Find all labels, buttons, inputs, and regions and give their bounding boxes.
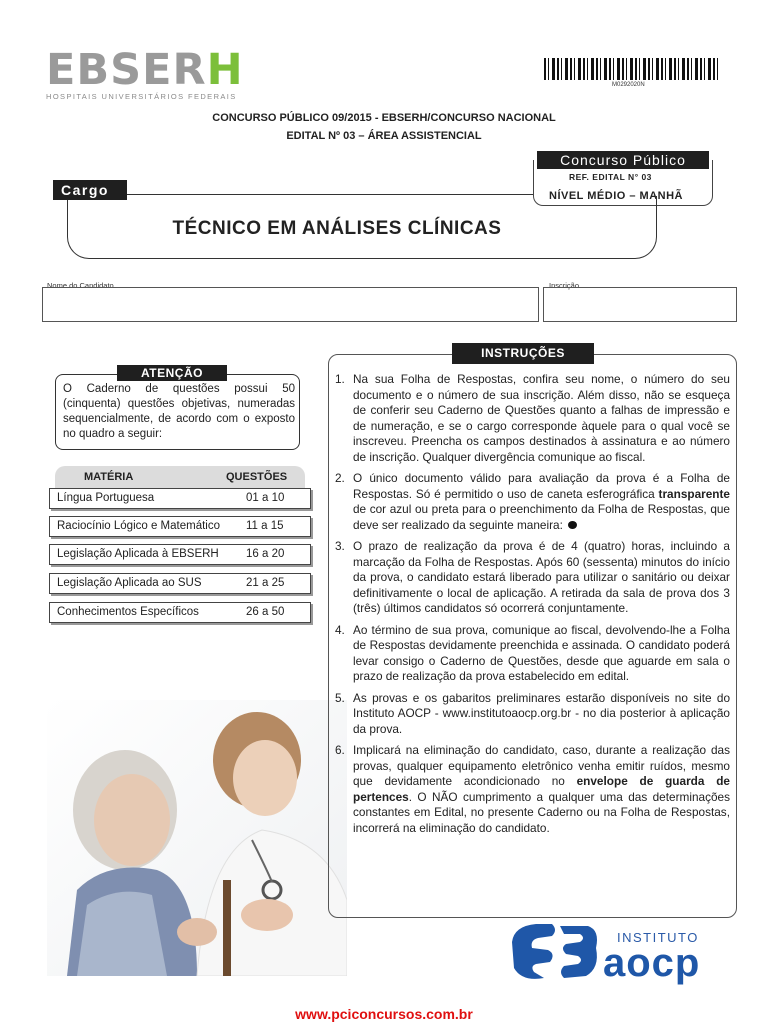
subject-row	[49, 488, 311, 509]
instruction-text: O prazo de realização da prova é de 4 (quatro) horas, incluindo a marcação da Folha de Respostas. Após 60 (sessenta) minutos do início da prova, o candidato estará liberado para utilizar o sanitário ou deixar definitivamente o local de aplicação. A retirada da sala de prova dos 3 (três) últimos candidatos só ocorrerá conjuntamente.	[353, 539, 730, 615]
subject-name: Legislação Aplicada ao SUS	[57, 577, 202, 589]
instruction-number: 1.	[335, 372, 345, 386]
instrucoes-tab: INSTRUÇÕES	[452, 343, 594, 364]
footer-url-link[interactable]: www.pciconcursos.com.br	[295, 1006, 473, 1022]
ebserh-logo-subtitle: HOSPITAIS UNIVERSITÁRIOS FEDERAIS	[46, 92, 237, 101]
inscricao-field[interactable]	[543, 287, 737, 322]
cargo-tab: Cargo	[53, 180, 127, 200]
cargo-title: TÉCNICO EM ANÁLISES CLÍNICAS	[172, 218, 502, 239]
concurso-level: NÍVEL MÉDIO – MANHÃ	[549, 190, 683, 202]
subject-row	[49, 602, 311, 623]
subject-row	[49, 544, 311, 565]
instruction-item	[335, 539, 730, 617]
subject-header-materia: MATÉRIA	[84, 471, 134, 483]
cargo-top-line	[127, 194, 533, 195]
instruction-item	[335, 743, 730, 836]
instruction-item	[335, 372, 730, 465]
subject-questions: 11 a 15	[246, 520, 284, 532]
instruction-text: O único documento válido para avaliação da prova é a Folha de Respostas. Só é permitido o uso de caneta esferográfica transparente de cor azul ou preta para o preenchimento da Folha de Respostas, que deve ser realizado da seguinte maneira:	[353, 471, 730, 532]
instruction-text: Na sua Folha de Respostas, confira seu nome, o número do seu documento e o número de sua inscrição. Além disso, não se esqueça de conferir seu Caderno de Questões quanto a falhas de impressão e de numeração, e se o cargo corresponde àquele para o qual você se inscreveu. Preencha os campos destinados à assinatura e ao número de inscrição. Qualquer divergência comunique ao fiscal.	[353, 372, 730, 464]
aocp-name-text: aocp	[603, 941, 701, 985]
atencao-tab: ATENÇÃO	[117, 365, 227, 381]
instruction-bold: envelope de guarda de pertences	[353, 774, 730, 804]
inscricao-label: Inscrição	[549, 281, 580, 290]
subject-header-questoes: QUESTÕES	[226, 471, 288, 483]
instruction-text: Implicará na eliminação do candidato, caso, durante a realização das provas, qualquer equipamento eletrônico venha emitir ruídos, mesmo que devidamente acondicionado no envelope de guarda de pertences. O NÃO cumprimento a qualquer uma das determinações constantes em Edital, no presente Caderno ou na Folha de Respostas, incorrerá na eliminação do candidato.	[353, 743, 730, 835]
instruction-number: 4.	[335, 622, 345, 637]
instruction-item	[335, 623, 730, 685]
instruction-number: 5.	[335, 690, 345, 705]
instrucoes-list	[335, 372, 730, 842]
subject-questions: 01 a 10	[246, 492, 285, 504]
filled-bubble-icon	[568, 521, 577, 529]
aocp-instituto-text: INSTITUTO	[617, 930, 699, 945]
subject-questions: 16 a 20	[246, 548, 285, 560]
instruction-number: 3.	[335, 539, 345, 553]
instruction-item	[335, 471, 730, 533]
candidate-name-field[interactable]	[42, 287, 539, 322]
subject-name: Legislação Aplicada à EBSERH	[57, 548, 219, 560]
subject-name: Raciocínio Lógico e Matemático	[57, 520, 220, 532]
instruction-text: As provas e os gabaritos preliminares estarão disponíveis no site do Instituto AOCP - www.institutoaocp.org.br - no dia posterior à aplicação da prova.	[353, 690, 730, 736]
subject-row	[49, 573, 311, 594]
barcode	[544, 58, 718, 80]
atencao-text: O Caderno de questões possui 50 (cinquenta) questões objetivas, numeradas sequencialmente, de acordo com o exposto no quadro a seguir:	[63, 383, 295, 440]
subject-name: Conhecimentos Específicos	[57, 606, 199, 618]
instruction-item	[335, 691, 730, 738]
subject-questions: 21 a 25	[246, 577, 285, 589]
header-line-1: CONCURSO PÚBLICO 09/2015 - EBSERH/CONCURSO NACIONAL	[212, 112, 556, 124]
instruction-bold: transparente	[658, 486, 730, 501]
candidate-name-label: Nome do Candidato	[47, 281, 114, 290]
subject-questions: 26 a 50	[246, 606, 285, 618]
instruction-text: Ao término de sua prova, comunique ao fiscal, devolvendo-lhe a Folha de Respostas devidamente preenchida e assinada. O candidato poderá levar consigo o Caderno de Questões, desde que aguarde em sala o prazo de realização da prova estabelecido em edital.	[353, 622, 730, 683]
subject-name: Língua Portuguesa	[57, 492, 155, 504]
barcode-code: M0292020N	[612, 82, 645, 88]
ebserh-logo	[46, 45, 244, 101]
instruction-number: 2.	[335, 471, 345, 485]
header-line-2: EDITAL Nº 03 – ÁREA ASSISTENCIAL	[286, 130, 482, 142]
ebserh-logo-text: EBSERH	[46, 45, 244, 95]
nurse-and-elderly-photo	[47, 700, 347, 976]
concurso-tab: Concurso Público	[537, 151, 709, 169]
concurso-ref: REF. EDITAL N° 03	[569, 172, 652, 182]
instruction-number: 6.	[335, 743, 345, 757]
subject-row	[49, 516, 311, 537]
